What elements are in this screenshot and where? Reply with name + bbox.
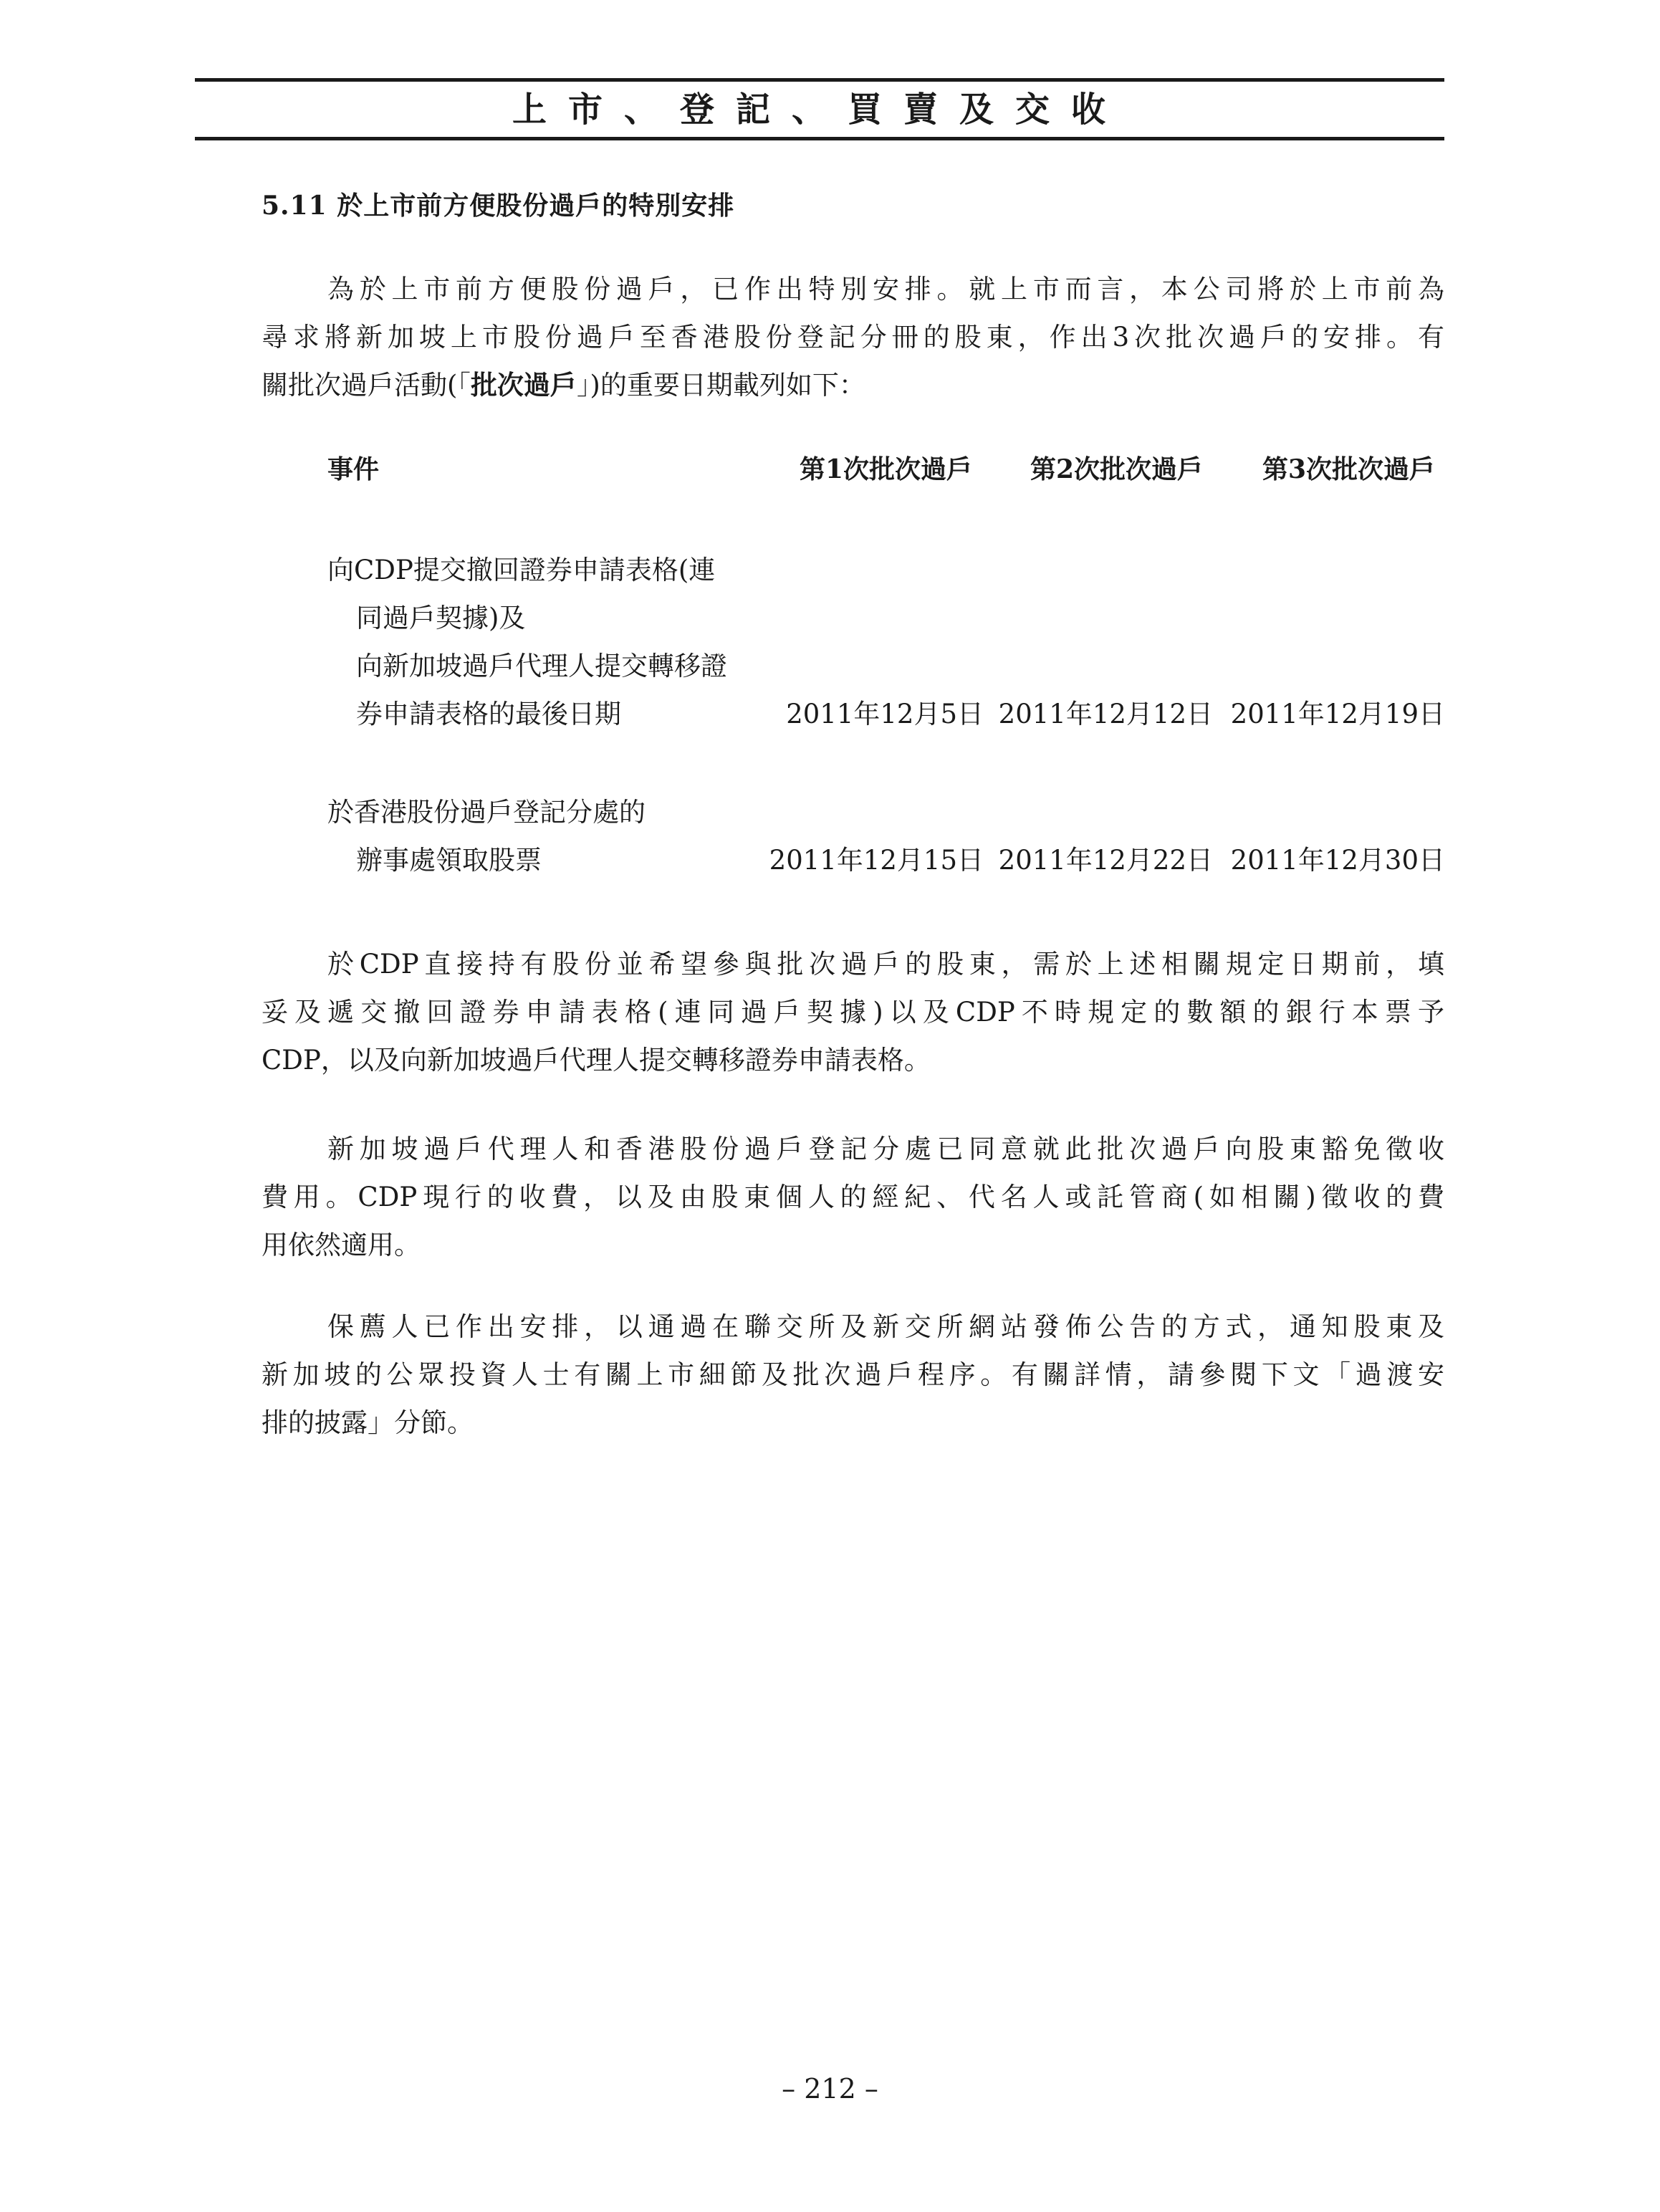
para2-line-2: 妥及遞交撤回證券申請表格(連同過戶契據)以及CDP不時規定的數額的銀行本票予 [262, 997, 1444, 1028]
table-row-event [327, 546, 727, 738]
para4-line-1: 保薦人已作出安排，以通過在聯交所及新交所網站發佈公告的方式，通知股東及 [327, 1311, 1444, 1342]
table-row-event [327, 788, 646, 884]
event-line: 同過戶契據)及 [356, 603, 526, 633]
table-header-batch-1: 第1次批次過戶 [800, 454, 973, 484]
table-cell-date: 2011年12月12日 [998, 699, 1213, 729]
event-line: 向新加坡過戶代理人提交轉移證 [356, 651, 727, 681]
table-cell-date: 2011年12月30日 [1230, 845, 1445, 876]
event-line: 向CDP提交撤回證券申請表格(連 [327, 555, 716, 585]
para2-line-3: CDP，以及向新加坡過戶代理人提交轉移證券申請表格。 [262, 1045, 931, 1076]
para3-line-3: 用依然適用。 [262, 1230, 421, 1260]
section-heading: 5.11 於上市前方便股份過戶的特別安排 [262, 191, 735, 221]
header-rule-top [195, 78, 1444, 82]
para4-line-3: 排的披露」分節。 [262, 1407, 474, 1438]
running-header-title: 上市、登記、買賣及交收 [512, 90, 1127, 130]
table-cell-date: 2011年12月15日 [769, 845, 984, 876]
intro-line-3-end: 」)的重要日期載列如下： [576, 370, 865, 401]
paragraph-cdp-holders [262, 940, 1444, 1084]
table-header-batch-3: 第3次批次過戶 [1262, 454, 1436, 484]
event-line: 於香港股份過戶登記分處的 [327, 797, 646, 828]
intro-line-3-start: 關批次過戶活動(「 [262, 370, 471, 401]
para2-line-1: 於CDP直接持有股份並希望參與批次過戶的股東，需於上述相關規定日期前，填 [327, 949, 1444, 980]
para3-line-2: 費用。CDP現行的收費，以及由股東個人的經紀、代名人或託管商(如相關)徵收的費 [262, 1182, 1444, 1212]
table-header-batch-2: 第2次批次過戶 [1030, 454, 1204, 484]
table-cell-date: 2011年12月19日 [1230, 699, 1445, 729]
event-line: 辦事處領取股票 [356, 845, 542, 876]
paragraph-fee-waiver [262, 1125, 1444, 1269]
intro-line-2: 尋求將新加坡上市股份過戶至香港股份登記分冊的股東，作出3次批次過戶的安排。有 [262, 322, 1444, 353]
intro-line-3 [262, 361, 1444, 409]
table-cell-date: 2011年12月5日 [786, 699, 984, 729]
page-number: – 212 – [782, 2073, 878, 2105]
paragraph-sponsor-arrangement [262, 1303, 1444, 1447]
defined-term-batch-transfer: 批次過戶 [470, 369, 577, 401]
intro-paragraph [262, 265, 1444, 409]
table-cell-date: 2011年12月22日 [998, 845, 1213, 876]
table-header-event: 事件 [327, 454, 380, 484]
event-line: 券申請表格的最後日期 [356, 699, 621, 729]
header-rule-bottom [195, 137, 1444, 140]
intro-line-1: 為於上市前方便股份過戶，已作出特別安排。就上市而言，本公司將於上市前為 [327, 274, 1444, 305]
para4-line-2: 新加坡的公眾投資人士有關上市細節及批次過戶程序。有關詳情，請參閱下文「過渡安 [262, 1359, 1444, 1390]
para3-line-1: 新加坡過戶代理人和香港股份過戶登記分處已同意就此批次過戶向股東豁免徵收 [327, 1134, 1444, 1164]
